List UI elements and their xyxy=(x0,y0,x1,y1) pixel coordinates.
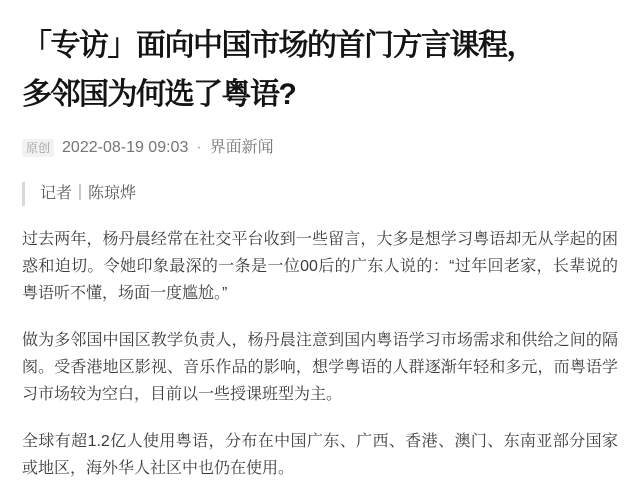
article-body xyxy=(22,226,618,482)
publish-date: 2022-08-19 09:03 xyxy=(62,139,189,156)
article-page xyxy=(0,21,640,486)
article-paragraph-2: 做为多邻国中国区教学负责人，杨丹晨注意到国内粤语学习市场需求和供给之间的隔阂。受香港地区影视、音乐作品的影响，想学粤语的人群逐渐年轻和多元，而粤语学习市场较为空白，目前以一些授课班型为主。 xyxy=(22,332,618,403)
article-title-line-2: 多邻国为何选了粤语? xyxy=(22,78,296,111)
article-title-line-1: 「专访」面向中国市场的首门方言课程， xyxy=(22,29,535,62)
reporter-byline xyxy=(22,182,618,206)
article-paragraph-3: 全球有超1.2亿人使用粤语，分布在中国广东、广西、香港、澳门、东南亚部分国家或地区，海外华人社区中也仍在使用。 xyxy=(22,433,618,477)
article-meta xyxy=(22,137,618,158)
meta-dot-separator: · xyxy=(196,139,202,156)
article-title xyxy=(22,21,618,119)
original-badge[interactable]: 原创 xyxy=(22,139,54,157)
source-account-link[interactable]: 界面新闻 xyxy=(209,139,274,156)
reporter-byline-label: 记者｜陈琼烨 xyxy=(40,185,137,202)
article-paragraph-1: 过去两年，杨丹晨经常在社交平台收到一些留言，大多是想学习粤语却无从学起的困惑和迫切。令她印象最深的一条是一位00后的广东人说的：“过年回老家，长辈说的粤语听不懂，场面一度尴尬。” xyxy=(22,231,618,302)
